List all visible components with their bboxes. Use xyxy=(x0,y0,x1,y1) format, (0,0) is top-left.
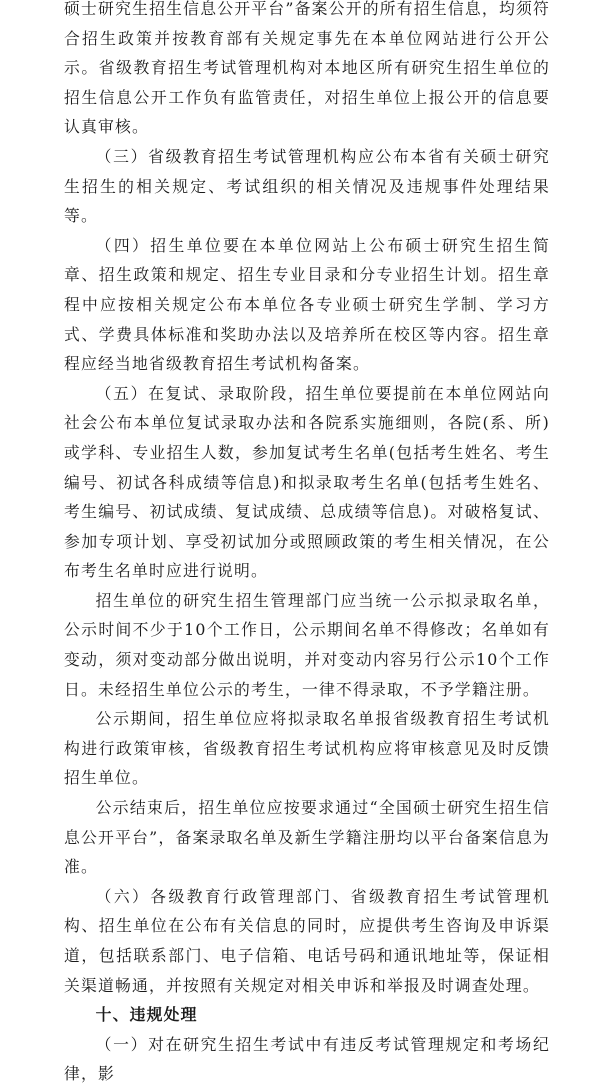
paragraph-after-publicity: 公示结束后，招生单位应按要求通过“全国硕士研究生招生信息公开平台”，备案录取名单及新生学籍注册均以平台备案信息为准。 xyxy=(64,798,550,877)
paragraph-item-6: （六）各级教育行政管理部门、省级教育招生考试管理机构、招生单位在公布有关信息的同时，应提供考生咨询及申诉渠道，包括联系部门、电子信箱、电话号码和通讯地址等，保证相关渠道畅通，并按照有关规定对相关申诉和举报及时调查处理。 xyxy=(64,886,550,995)
paragraph-violation-1: （一）对在研究生招生考试中有违反考试管理规定和考场纪律，影 xyxy=(64,1034,550,1084)
paragraph-info-platform: 硕士研究生招生信息公开平台”备案公开的所有招生信息，均须符合招生政策并按教育部有关规定事先在本单位网站进行公开公示。省级教育招生考试管理机构对本地区所有研究生招生单位的招生信息公开工作负有监管责任，对招生单位上报公开的信息要认真审核。 xyxy=(64,0,550,137)
paragraph-policy-review: 公示期间，招生单位应将拟录取名单报省级教育招生考试机构进行政策审核，省级教育招生考试机构应将审核意见及时反馈招生单位。 xyxy=(64,709,550,788)
paragraph-item-4: （四）招生单位要在本单位网站上公布硕士研究生招生简章、招生政策和规定、招生专业目录和分专业招生计划。招生章程中应按相关规定公布本单位各专业硕士研究生学制、学习方式、学费具体标准和奖助办法以及培养所在校区等内容。招生章程应经当地省级教育招生考试机构备案。 xyxy=(64,235,550,374)
paragraph-item-3: （三）省级教育招生考试管理机构应公布本省有关硕士研究生招生的相关规定、考试组织的相关情况及违规事件处理结果等。 xyxy=(64,146,550,226)
paragraph-publicity-period: 招生单位的研究生招生管理部门应当统一公示拟录取名单，公示时间不少于10个工作日，公示期间名单不得修改；名单如有变动，须对变动部分做出说明，并对变动内容另行公示10个工作日。未经招生单位公示的考生，一律不得录取，不予学籍注册。 xyxy=(64,590,550,699)
paragraph-item-5: （五）在复试、录取阶段，招生单位要提前在本单位网站向社会公布本单位复试录取办法和各院系实施细则，各院(系、所)或学科、专业招生人数，参加复试考生名单(包括考生姓名、考生编号、初试各科成绩等信息)和拟录取考生名单(包括考生姓名、考生编号、初试成绩、复试成绩、总成绩等信息)。对破格复试、参加专项计划、享受初试加分或照顾政策的考生相关情况，在公布考生名单时应进行说明。 xyxy=(64,383,550,581)
section-heading: 十、违规处理 xyxy=(95,1005,198,1025)
